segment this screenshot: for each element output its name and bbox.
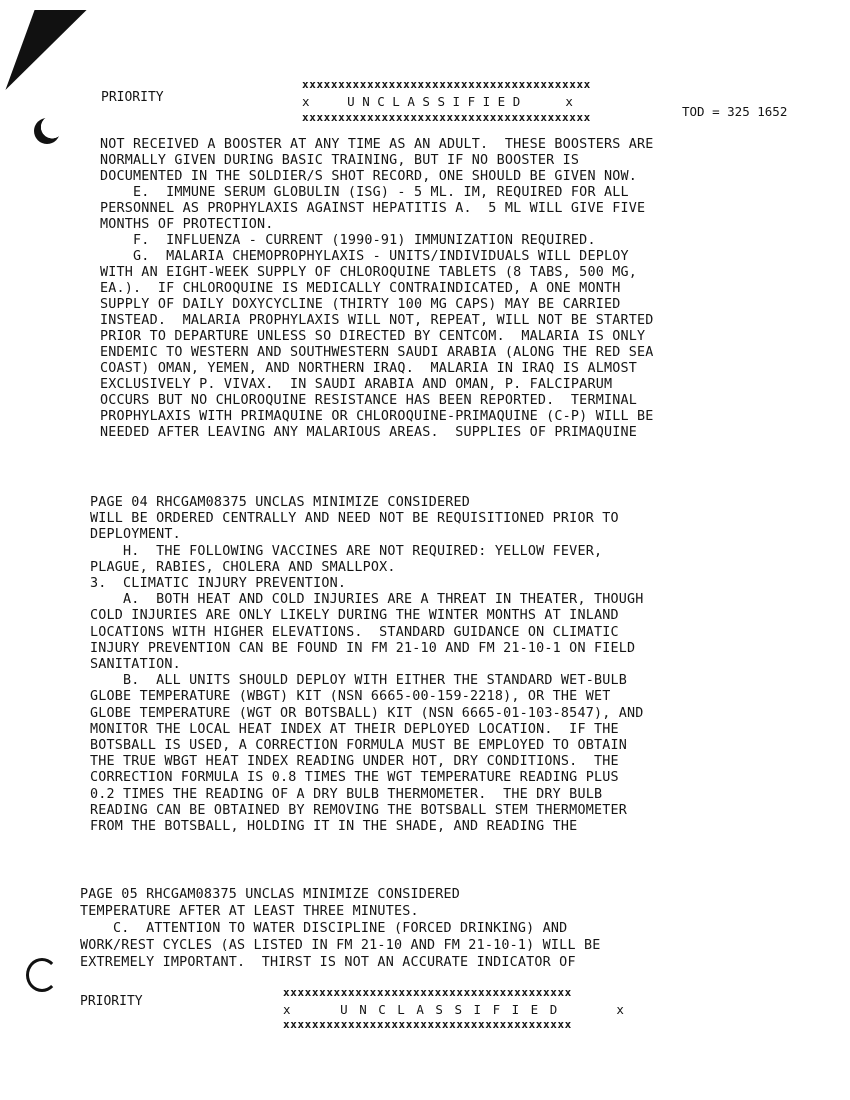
- header-stars-top: xxxxxxxxxxxxxxxxxxxxxxxxxxxxxxxxxxxxxxxx: [302, 78, 591, 91]
- text-line: 0.2 TIMES THE READING OF A DRY BULB THERMOMETER. THE DRY BULB: [90, 786, 603, 802]
- text-line: LOCATIONS WITH HIGHER ELEVATIONS. STANDARD GUIDANCE ON CLIMATIC: [90, 624, 619, 640]
- text-line: PAGE 04 RHCGAM08375 UNCLAS MINIMIZE CONSIDERED: [90, 495, 471, 510]
- text-line: NOT RECEIVED A BOOSTER AT ANY TIME AS AN ADULT. THESE BOOSTERS ARE: [100, 137, 654, 152]
- text-line: PERSONNEL AS PROPHYLAXIS AGAINST HEPATITIS A. 5 ML WILL GIVE FIVE: [100, 201, 646, 216]
- text-line: PLAGUE, RABIES, CHOLERA AND SMALLPOX.: [90, 559, 396, 575]
- footer-priority: PRIORITY: [80, 994, 143, 1009]
- header-stars-bottom: xxxxxxxxxxxxxxxxxxxxxxxxxxxxxxxxxxxxxxxx: [302, 111, 591, 124]
- text-line: PRIOR TO DEPARTURE UNLESS SO DIRECTED BY CENTCOM. MALARIA IS ONLY: [100, 329, 646, 344]
- text-line: INJURY PREVENTION CAN BE FOUND IN FM 21-10 AND FM 21-10-1 ON FIELD: [90, 640, 636, 656]
- text-line: WILL BE ORDERED CENTRALLY AND NEED NOT BE REQUISITIONED PRIOR TO: [90, 511, 619, 527]
- header-priority: PRIORITY: [101, 90, 164, 105]
- footer-stars-top: xxxxxxxxxxxxxxxxxxxxxxxxxxxxxxxxxxxxxxxx: [283, 986, 572, 999]
- text-line: COAST) OMAN, YEMEN, AND NORTHERN IRAQ. MALARIA IN IRAQ IS ALMOST: [100, 361, 638, 376]
- text-line: E. IMMUNE SERUM GLOBULIN (ISG) - 5 ML. IM, REQUIRED FOR ALL: [100, 185, 629, 200]
- text-line: C. ATTENTION TO WATER DISCIPLINE (FORCED DRINKING) AND: [80, 921, 568, 936]
- text-line: DOCUMENTED IN THE SOLDIER/S SHOT RECORD, ONE SHOULD BE GIVEN NOW.: [100, 169, 638, 184]
- text-line: EXTREMELY IMPORTANT. THIRST IS NOT AN ACCURATE INDICATOR OF: [80, 955, 576, 970]
- text-line: GLOBE TEMPERATURE (WGT OR BOTSBALL) KIT (NSN 6665-01-103-8547), AND: [90, 705, 644, 721]
- text-line: COLD INJURIES ARE ONLY LIKELY DURING THE WINTER MONTHS AT INLAND: [90, 608, 619, 624]
- text-line: PAGE 05 RHCGAM08375 UNCLAS MINIMIZE CONSIDERED: [80, 887, 461, 902]
- scan-corner-mark: [5, 10, 86, 90]
- header-tod: TOD = 325 1652: [682, 104, 788, 119]
- text-line: H. THE FOLLOWING VACCINES ARE NOT REQUIRED: YELLOW FEVER,: [90, 543, 603, 559]
- footer-classification: x U N C L A S S I F I E D x: [283, 1002, 626, 1017]
- text-line: WITH AN EIGHT-WEEK SUPPLY OF CHLOROQUINE TABLETS (8 TABS, 500 MG,: [100, 265, 638, 280]
- text-line: MONITOR THE LOCAL HEAT INDEX AT THEIR DEPLOYED LOCATION. IF THE: [90, 721, 619, 737]
- text-line: PROPHYLAXIS WITH PRIMAQUINE OR CHLOROQUINE-PRIMAQUINE (C-P) WILL BE: [100, 409, 654, 424]
- text-line: GLOBE TEMPERATURE (WBGT) KIT (NSN 6665-00-159-2218), OR THE WET: [90, 689, 611, 705]
- text-line: TEMPERATURE AFTER AT LEAST THREE MINUTES.: [80, 904, 419, 919]
- text-line: BOTSBALL IS USED, A CORRECTION FORMULA MUST BE EMPLOYED TO OBTAIN: [90, 738, 628, 753]
- text-line: INSTEAD. MALARIA PROPHYLAXIS WILL NOT, REPEAT, WILL NOT BE STARTED: [100, 313, 654, 328]
- text-line: EA.). IF CHLOROQUINE IS MEDICALLY CONTRAINDICATED, A ONE MONTH: [100, 281, 621, 296]
- text-line: B. ALL UNITS SHOULD DEPLOY WITH EITHER THE STANDARD WET-BULB: [90, 673, 628, 689]
- text-line: MONTHS OF PROTECTION.: [100, 217, 274, 232]
- text-line: SUPPLY OF DAILY DOXYCYCLINE (THIRTY 100 MG CAPS) MAY BE CARRIED: [100, 297, 621, 312]
- text-line: EXCLUSIVELY P. VIVAX. IN SAUDI ARABIA AND OMAN, P. FALCIPARUM: [100, 377, 613, 392]
- text-line: DEPLOYMENT.: [90, 527, 181, 543]
- text-line: A. BOTH HEAT AND COLD INJURIES ARE A THREAT IN THEATER, THOUGH: [90, 592, 644, 608]
- text-line: OCCURS BUT NO CHLOROQUINE RESISTANCE HAS BEEN REPORTED. TERMINAL: [100, 393, 638, 408]
- text-line: G. MALARIA CHEMOPROPHYLAXIS - UNITS/INDIVIDUALS WILL DEPLOY: [100, 249, 629, 264]
- text-line: SANITATION.: [90, 657, 181, 672]
- text-line: THE TRUE WBGT HEAT INDEX READING UNDER HOT, DRY CONDITIONS. THE: [90, 754, 619, 770]
- footer-stars-bottom: xxxxxxxxxxxxxxxxxxxxxxxxxxxxxxxxxxxxxxxx: [283, 1018, 572, 1031]
- text-line: READING CAN BE OBTAINED BY REMOVING THE BOTSBALL STEM THERMOMETER: [90, 802, 628, 818]
- punch-hole-mark: [34, 118, 60, 144]
- text-line: NEEDED AFTER LEAVING ANY MALARIOUS AREAS. SUPPLIES OF PRIMAQUINE: [100, 425, 638, 440]
- text-line: 3. CLIMATIC INJURY PREVENTION.: [90, 576, 347, 591]
- text-line: NORMALLY GIVEN DURING BASIC TRAINING, BUT IF NO BOOSTER IS: [100, 153, 580, 168]
- punch-hole-mark: [26, 958, 58, 992]
- header-classification: x U N C L A S S I F I E D x: [302, 94, 573, 109]
- text-line: CORRECTION FORMULA IS 0.8 TIMES THE WGT TEMPERATURE READING PLUS: [90, 770, 619, 786]
- text-line: FROM THE BOTSBALL, HOLDING IT IN THE SHADE, AND READING THE: [90, 819, 578, 834]
- text-line: WORK/REST CYCLES (AS LISTED IN FM 21-10 AND FM 21-10-1) WILL BE: [80, 938, 601, 953]
- text-line: ENDEMIC TO WESTERN AND SOUTHWESTERN SAUDI ARABIA (ALONG THE RED SEA: [100, 345, 654, 360]
- text-line: F. INFLUENZA - CURRENT (1990-91) IMMUNIZATION REQUIRED.: [100, 233, 596, 248]
